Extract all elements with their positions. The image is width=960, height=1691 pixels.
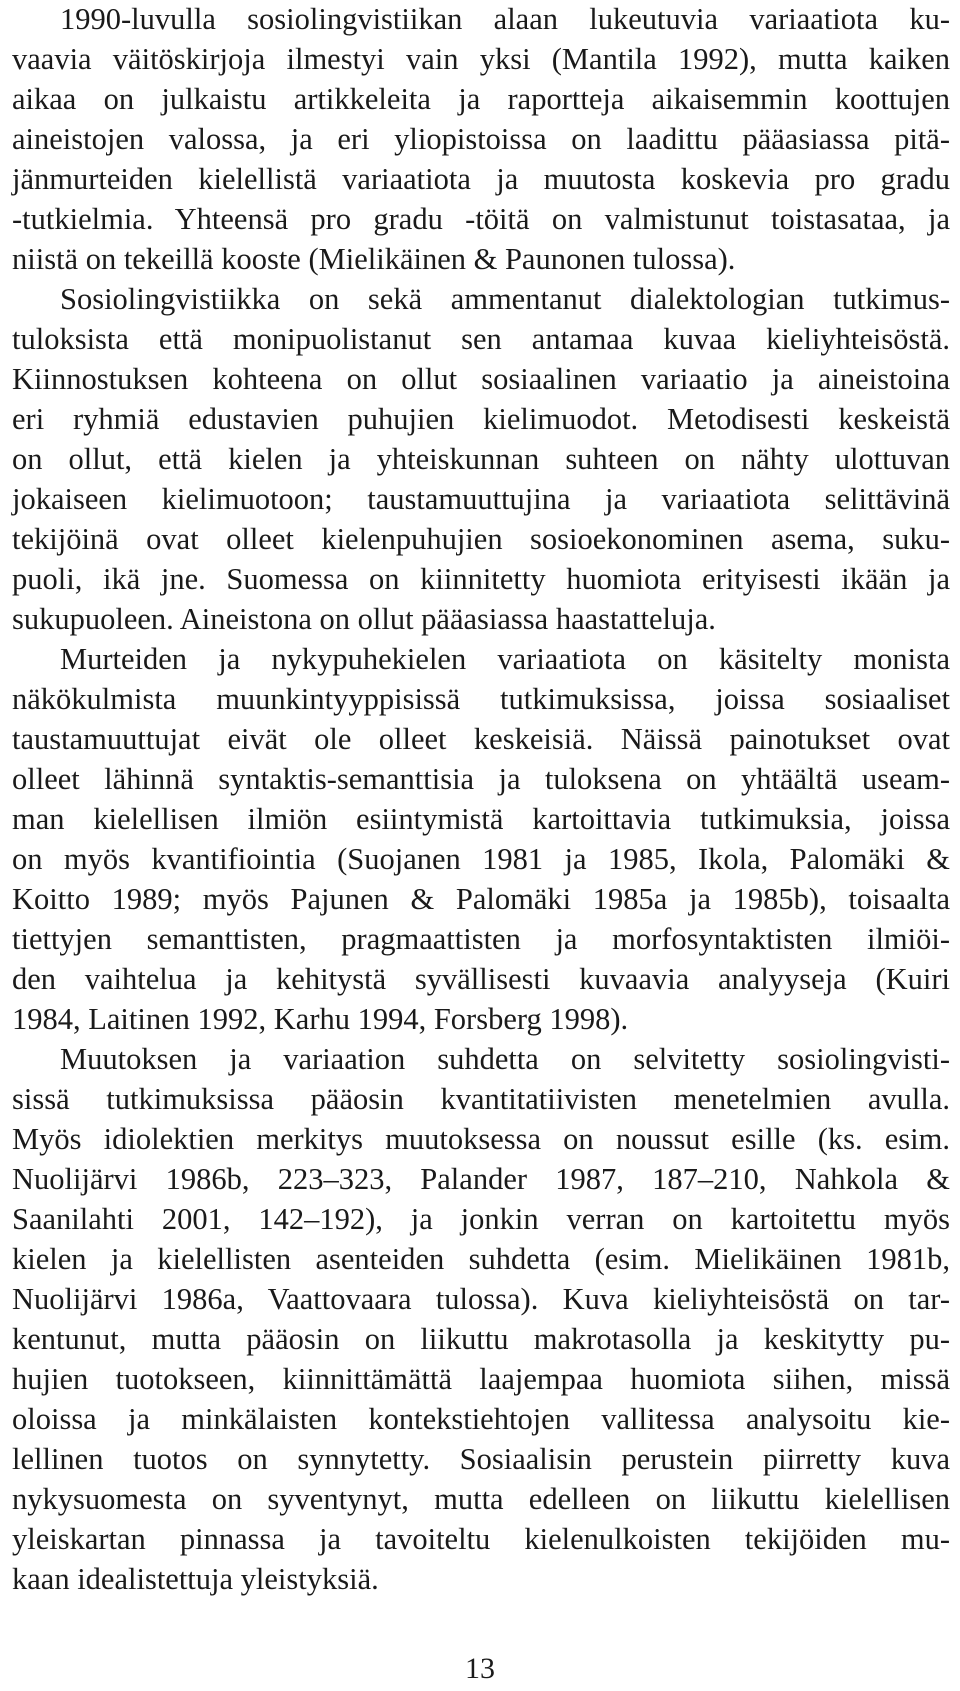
text-line: taustamuuttujat eivät ole olleet keskeisiä. Näissä painotukset ovat	[12, 722, 950, 756]
text-line: hujien tuotokseen, kiinnittämättä laajempaa huomiota siihen, missä	[12, 1362, 950, 1396]
text-line: lellinen tuotos on synnytetty. Sosiaalisin perustein piirretty kuva	[12, 1442, 950, 1476]
text-line: 1984, Laitinen 1992, Karhu 1994, Forsberg 1998).	[12, 1002, 629, 1036]
text-line: jokaiseen kielimuotoon; taustamuuttujina ja variaatiota selittävinä	[12, 482, 950, 516]
text-line: aineistojen valossa, ja eri yliopistoissa on laadittu pääasiassa pitä-	[12, 122, 950, 156]
text-line: Koitto 1989; myös Pajunen & Palomäki 1985a ja 1985b), toisaalta	[12, 882, 950, 916]
text-line: sukupuoleen. Aineistona on ollut pääasiassa haastatteluja.	[12, 602, 716, 636]
text-line: vaavia väitöskirjoja ilmestyi vain yksi (Mantila 1992), mutta kaiken	[12, 42, 950, 76]
text-line: puoli, ikä jne. Suomessa on kiinnitetty huomiota erityisesti ikään ja	[12, 562, 950, 596]
text-line: eri ryhmiä edustavien puhujien kielimuodot. Metodisesti keskeistä	[12, 402, 950, 436]
text-line: Murteiden ja nykypuhekielen variaatiota on käsitelty monista	[60, 642, 950, 676]
page-number: 13	[465, 1652, 495, 1685]
text-line: tuloksista että monipuolistanut sen antamaa kuvaa kieliyhteisöstä.	[12, 322, 950, 356]
text-line: 1990-luvulla sosiolingvistiikan alaan lukeutuvia variaatiota ku-	[60, 2, 950, 36]
text-line: Kiinnostuksen kohteena on ollut sosiaalinen variaatio ja aineistoina	[12, 362, 950, 396]
text-line: Nuolijärvi 1986a, Vaattovaara tulossa). Kuva kieliyhteisöstä on tar-	[12, 1282, 950, 1316]
text-line: olleet lähinnä syntaktis-semanttisia ja tuloksena on yhtäältä useam-	[12, 762, 950, 796]
text-line: näkökulmista muunkintyyppisissä tutkimuksissa, joissa sosiaaliset	[12, 682, 950, 716]
text-line: tekijöinä ovat olleet kielenpuhujien sosioekonominen asema, suku-	[12, 522, 950, 556]
text-line: Nuolijärvi 1986b, 223–323, Palander 1987, 187–210, Nahkola &	[12, 1162, 950, 1196]
text-line: man kielellisen ilmiön esiintymistä kartoittavia tutkimuksia, joissa	[12, 802, 950, 836]
text-line: niistä on tekeillä kooste (Mielikäinen & Paunonen tulossa).	[12, 242, 736, 276]
text-line: jänmurteiden kielellistä variaatiota ja muutosta koskevia pro gradu	[12, 162, 950, 196]
text-line: nykysuomesta on syventynyt, mutta edelleen on liikuttu kielellisen	[12, 1482, 950, 1516]
text-line: on ollut, että kielen ja yhteiskunnan suhteen on nähty ulottuvan	[12, 442, 950, 476]
text-line: -tutkielmia. Yhteensä pro gradu -töitä on valmistunut toistasataa, ja	[12, 202, 950, 236]
text-line: aikaa on julkaistu artikkeleita ja raportteja aikaisemmin koottujen	[12, 82, 950, 116]
text-line: Saanilahti 2001, 142–192), ja jonkin verran on kartoitettu myös	[12, 1202, 950, 1236]
text-line: yleiskartan pinnassa ja tavoiteltu kielenulkoisten tekijöiden mu-	[12, 1522, 950, 1556]
text-line: kaan idealistettuja yleistyksiä.	[12, 1562, 379, 1596]
text-line: oloissa ja minkälaisten kontekstiehtojen vallitessa analysoitu kie-	[12, 1402, 950, 1436]
text-line: on myös kvantifiointia (Suojanen 1981 ja 1985, Ikola, Palomäki &	[12, 842, 950, 876]
text-line: den vaihtelua ja kehitystä syvällisesti kuvaavia analyyseja (Kuiri	[12, 962, 950, 996]
text-line: Muutoksen ja variaation suhdetta on selvitetty sosiolingvisti-	[60, 1042, 950, 1076]
text-line: Myös idiolektien merkitys muutoksessa on noussut esille (ks. esim.	[12, 1122, 950, 1156]
text-line: tiettyjen semanttisten, pragmaattisten ja morfosyntaktisten ilmiöi-	[12, 922, 950, 956]
text-line: Sosiolingvistiikka on sekä ammentanut dialektologian tutkimus-	[60, 282, 950, 316]
text-line: sissä tutkimuksissa pääosin kvantitatiivisten menetelmien avulla.	[12, 1082, 950, 1116]
text-line: kentunut, mutta pääosin on liikuttu makrotasolla ja keskitytty pu-	[12, 1322, 950, 1356]
text-line: kielen ja kielellisten asenteiden suhdetta (esim. Mielikäinen 1981b,	[12, 1242, 950, 1276]
